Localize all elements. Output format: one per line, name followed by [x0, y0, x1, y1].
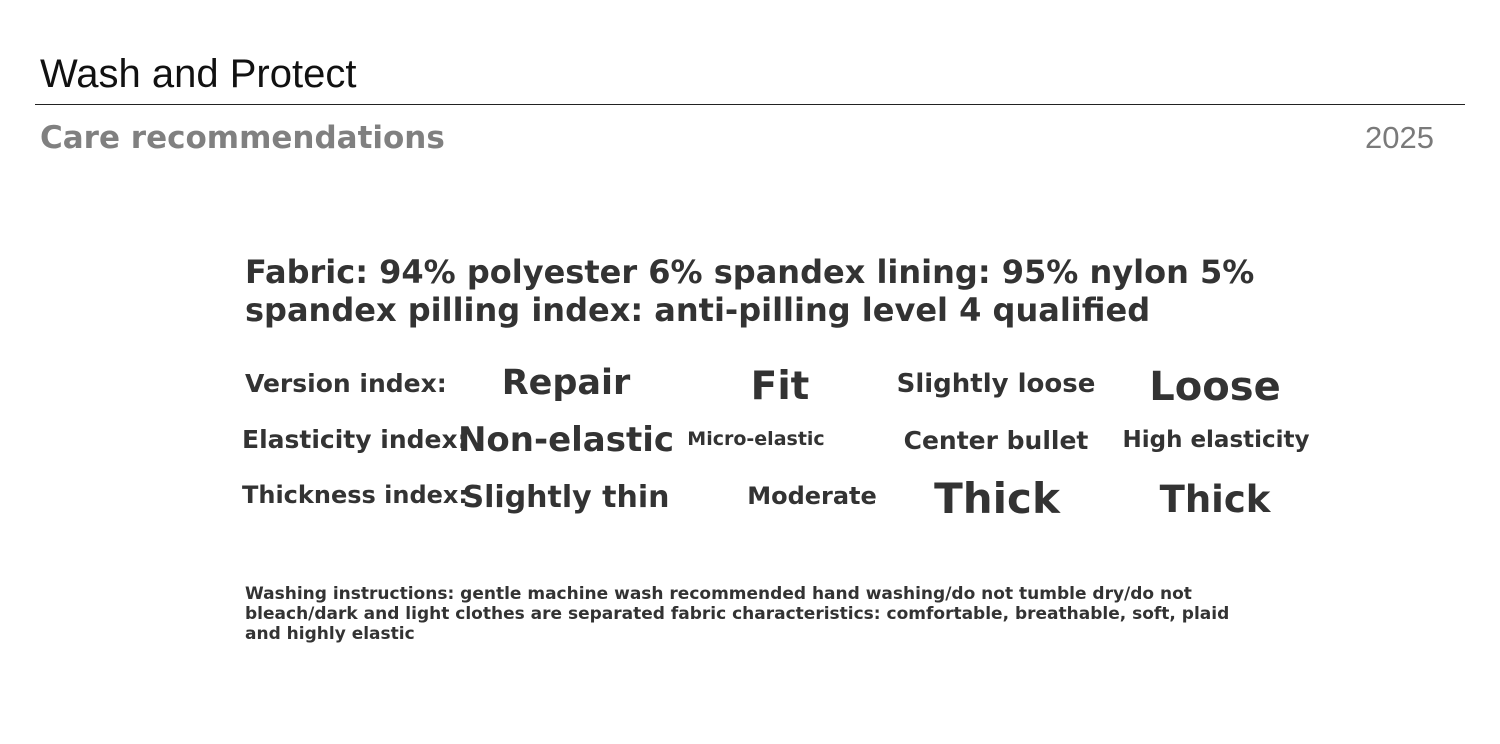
- elasticity-index-label: Elasticity index:: [242, 425, 468, 454]
- thickness-index-label: Thickness index:: [242, 481, 469, 509]
- thickness-option-moderate: Moderate: [747, 482, 877, 510]
- version-option-fit: Fit: [750, 364, 810, 409]
- section-subtitle: Care recommendations: [40, 120, 445, 156]
- fabric-composition: Fabric: 94% polyester 6% spandex lining: 95% nylon 5% spandex pilling index: anti-pilling level 4 qualified: [245, 253, 1255, 329]
- version-option-repair: Repair: [501, 363, 631, 403]
- elasticity-option-center-bullet: Center bullet: [903, 426, 1089, 455]
- elasticity-option-high-elasticity: High elasticity: [1122, 427, 1310, 453]
- washing-instructions: Washing instructions: gentle machine wash recommended hand washing/do not tumble dry/do not bleach/dark and light clothes are separated fabric characteristics: comfortable, breathable, soft, plaid and highly elastic: [245, 584, 1230, 644]
- elasticity-option-non-elastic: Non-elastic: [457, 420, 675, 460]
- version-index-label: Version index:: [245, 369, 447, 398]
- version-option-loose: Loose: [1149, 364, 1281, 410]
- header-divider: [35, 104, 1465, 105]
- thickness-option-thick: Thick: [934, 474, 1060, 523]
- version-option-slightly-loose: Slightly loose: [896, 369, 1096, 399]
- year-label: 2025: [1365, 120, 1434, 155]
- thickness-option-slightly-thin: Slightly thin: [462, 480, 670, 515]
- page-title: Wash and Protect: [40, 52, 357, 96]
- thickness-option-thick-alt: Thick: [1159, 478, 1271, 521]
- elasticity-option-micro-elastic: Micro-elastic: [687, 428, 825, 450]
